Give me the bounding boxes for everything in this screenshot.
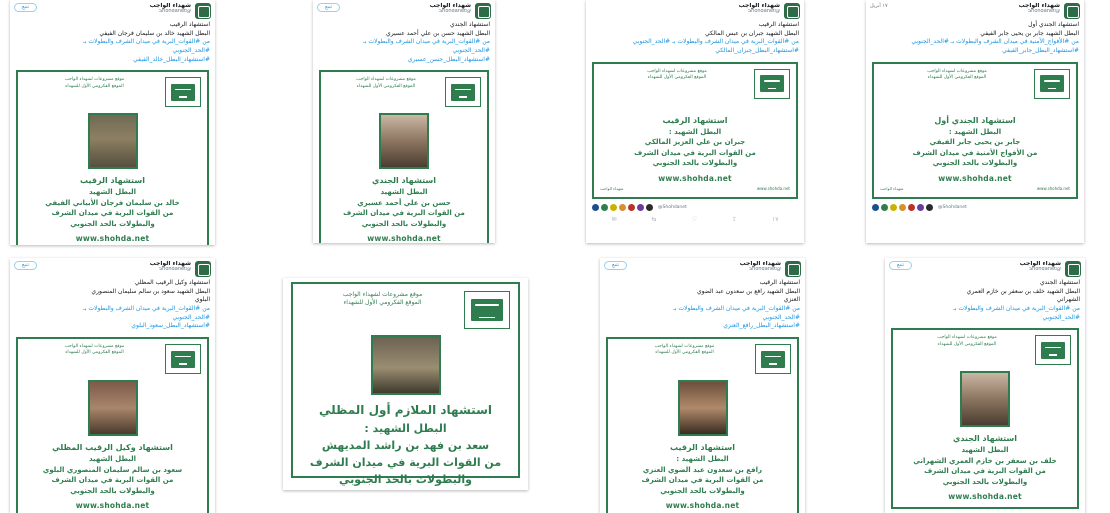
poster-site-sub: الموقع الفكرومي الأول للشهداء <box>343 299 422 307</box>
tweet-text <box>313 20 495 67</box>
avatar[interactable] <box>195 3 211 19</box>
tweet-line[interactable]: من #القوات_البرية في ميدان الشرف والبطولات بـ <box>83 38 210 46</box>
martyr-photo <box>678 380 728 436</box>
tweet-line[interactable]: #استشهاد_البطل_رافع_العنزي <box>723 322 800 330</box>
martyr-photo <box>88 113 138 169</box>
martyr-poster[interactable] <box>16 337 209 513</box>
poster-line: من القوات البرية في ميدان الشرف <box>343 209 465 218</box>
poster-site-sub: الموقع الفكرومي الأول للشهداء <box>65 83 124 89</box>
share-icon[interactable]: ⇪ <box>731 215 737 223</box>
poster-line: البطل الشهيد <box>88 188 137 197</box>
account-handle: @Shohdanet <box>1027 9 1060 15</box>
poster-line: من القوات البرية في ميدان الشرف <box>51 209 174 218</box>
account-handle: @Shohdanet <box>438 9 471 15</box>
account-handle: @Shohdanet <box>748 267 781 273</box>
tweet-header <box>866 0 1084 20</box>
account-name: شهداء الواجب <box>1019 261 1061 267</box>
poster-site-sub: الموقع الفكرومي الأول للشهداء <box>655 350 714 356</box>
tweet-line[interactable]: #الحد_الجنوبي <box>172 313 210 321</box>
account-handle: @Shohdanet <box>658 204 687 210</box>
saudi-flag-icon <box>755 344 791 374</box>
tweet-line[interactable]: #الحد_الجنوبي <box>1042 313 1080 321</box>
grid-cell-4[interactable] <box>866 0 1084 243</box>
tweet-line[interactable]: #استشهاد_البطل_سعود_البلوي <box>131 322 210 330</box>
poster-line: استشهاد الرقيب <box>670 443 735 453</box>
tweet-line: استشهاد الرقيب <box>758 21 799 28</box>
martyr-photo <box>960 371 1010 427</box>
martyr-poster[interactable] <box>16 70 209 245</box>
martyr-photo <box>379 113 429 169</box>
poster-line: استشهاد الجندي <box>372 176 436 186</box>
avatar[interactable] <box>784 3 800 19</box>
account-names <box>916 261 1061 273</box>
account-handle: @Shohdanet <box>938 204 967 210</box>
tweet-line: استشهاد الجندي أول <box>1028 21 1079 28</box>
poster-footer-left: www.shohda.net <box>1036 185 1070 191</box>
poster-header <box>897 334 1073 365</box>
tweet-line: البطل الشهيد جبران بن عبس المالكي <box>705 29 799 37</box>
tweet-line[interactable]: #استشهاد_البطل_خالد_الفيفي <box>133 55 210 63</box>
avatar[interactable] <box>1064 3 1080 19</box>
account-name: شهداء الواجب <box>149 261 191 267</box>
poster-text <box>897 431 1073 487</box>
saudi-flag-icon <box>445 77 481 107</box>
view-count: ١٧ <box>771 215 779 223</box>
tweet-text <box>866 20 1084 59</box>
poster-line: استشهاد الجندي أول <box>934 115 1016 125</box>
tweet-line[interactable]: من #القوات_البرية في ميدان الشرف والبطولات بـ #الحد_الجنوبي <box>632 38 799 46</box>
poster-website[interactable]: www.shohda.net <box>75 501 150 511</box>
poster-website[interactable]: www.shohda.net <box>658 173 732 183</box>
tweet-line[interactable]: من #القوات_البرية في ميدان الشرف والبطولات بـ <box>83 305 210 313</box>
tweet-text <box>10 20 215 67</box>
tweet-text <box>10 278 215 334</box>
poster-line: البطل الشهيد : <box>668 127 722 136</box>
poster-site-name: موقع مشروعات لشهداء الواجب <box>342 291 423 298</box>
tweet-line[interactable]: من #القوات_البرية في ميدان الشرف والبطولات بـ <box>363 38 490 46</box>
tweet-line: الشهراني <box>1056 296 1080 304</box>
poster-line: من القوات البرية في ميدان الشرف <box>51 476 174 485</box>
poster-text <box>598 99 792 169</box>
tweet-line: البطل الشهيد سعود بن سالم سليمان المنصوري <box>91 287 210 295</box>
martyr-photo <box>371 335 441 395</box>
avatar[interactable] <box>195 261 211 277</box>
saudi-flag-icon <box>165 344 201 374</box>
poster-line: البطل الشهيد : <box>948 127 1002 136</box>
tweet-header <box>10 258 215 278</box>
poster-line: استشهاد وكيل الرقيب المظلي <box>52 443 173 453</box>
avatar[interactable] <box>1065 261 1081 277</box>
grid-cell-7[interactable] <box>600 258 805 513</box>
poster-line: سعود بن سالم سليمان المنصوري البلوي <box>42 465 183 474</box>
poster-text <box>22 440 203 496</box>
account-handle: @Shohdanet <box>747 9 780 15</box>
follow-button[interactable]: تتبع <box>604 261 627 270</box>
poster-site-sub: الموقع الفكرومي الأول للشهداء <box>65 350 124 356</box>
account-name: شهداء الواجب <box>739 261 781 267</box>
poster-footer-right: شهداء الواجب <box>880 185 904 191</box>
tweet-header <box>586 0 804 20</box>
poster-line: رافع بن سعدون عبد الضوي العنزي <box>642 465 763 474</box>
saudi-flag-icon <box>165 77 201 107</box>
account-names <box>41 261 191 273</box>
like-icon[interactable]: ♡ <box>691 215 697 223</box>
account-handle: @Shohdanet <box>1028 267 1061 273</box>
tweet-text <box>885 278 1085 325</box>
poster-site-sub: الموقع الفكرومي الأول للشهداء <box>647 75 707 81</box>
saudi-flag-icon <box>754 69 790 99</box>
poster-line: استشهاد الرقيب <box>662 115 728 125</box>
poster-header <box>22 76 203 107</box>
tweet-header <box>313 0 495 20</box>
poster-header <box>598 68 792 99</box>
poster-line: حسن بن علي أحمد عسيري <box>357 198 451 207</box>
tweet-line: البطل الشهيد خلف بن سعفر بن خازم العمري <box>966 287 1080 295</box>
poster-line: من القوات البرية في ميدان الشرف <box>924 467 1046 476</box>
grid-cell-2[interactable] <box>313 0 495 243</box>
poster-text <box>878 99 1072 169</box>
tweet-line[interactable]: #الحد_الجنوبي <box>452 47 490 55</box>
poster-text <box>325 173 483 229</box>
account-names <box>631 261 781 273</box>
account-names <box>892 3 1060 15</box>
tweet-line: استشهاد الجندي <box>449 21 490 28</box>
tweet-line[interactable]: #استشهاد_البطل_حسن_عسيري <box>407 55 490 63</box>
poster-footer-left: www.shohda.net <box>756 185 790 191</box>
tweet-line: البطل الشهيد خالد بن سليمان فرجان الفيفي <box>99 29 210 37</box>
poster-line: جبران بن علي العزيز المالكي <box>644 138 746 147</box>
poster-website[interactable]: www.shohda.net <box>665 501 740 511</box>
tweet-line: استشهاد وكيل الرقيب المظلي <box>134 279 210 286</box>
account-names <box>344 3 471 15</box>
color-swatch-bar <box>872 204 1078 211</box>
account-name: شهداء الواجب <box>1018 3 1060 9</box>
poster-line: خلف بن سعفر بن خازم العمري الشهراني <box>913 456 1057 465</box>
poster-site-name: موقع مشروعات لشهداء الواجب <box>647 68 707 74</box>
poster-line: والبطولات بالحد الجنوبي <box>942 477 1028 486</box>
tweet-text <box>586 20 804 59</box>
martyr-poster[interactable] <box>319 70 489 243</box>
tweet-header <box>600 258 805 278</box>
tweet-line: العنزي <box>783 296 800 304</box>
tweet-header <box>10 0 215 20</box>
account-names <box>590 3 780 15</box>
poster-line: من الأفواج الأمنية في ميدان الشرف <box>912 148 1038 157</box>
tweet-line: البلوي <box>194 296 210 304</box>
follow-button[interactable]: تتبع <box>889 261 912 270</box>
poster-website[interactable]: www.shohda.net <box>938 173 1012 183</box>
tweet-line: البطل الشهيد حسن بن علي أحمد عسيري <box>386 29 490 37</box>
poster-text <box>299 399 512 488</box>
poster-line: خالد بن سليمان فرجان الأبياني الفيفي <box>45 198 180 207</box>
retweet-icon[interactable]: ⇆ <box>651 215 657 223</box>
martyr-poster[interactable] <box>891 328 1079 509</box>
color-swatch-bar <box>592 204 798 211</box>
poster-line: جابر بن يحيى جابر الفيفي <box>929 138 1021 147</box>
poster-header <box>22 343 203 374</box>
tweet-line: استشهاد الرقيب <box>759 279 800 286</box>
poster-site-name: موقع مشروعات لشهداء الواجب <box>937 335 997 341</box>
tweet-text <box>600 278 805 334</box>
grid-cell-6[interactable] <box>283 278 528 490</box>
avatar[interactable] <box>475 3 491 19</box>
tweet-line[interactable]: من #القوات_البرية في ميدان الشرف والبطولات بـ <box>673 305 800 313</box>
poster-site-sub: الموقع الفكرومي الأول للشهداء <box>927 75 987 81</box>
poster-line: سعد بن فهد بن راشد المديهش <box>321 438 490 452</box>
account-handle: @Shohdanet <box>158 9 191 15</box>
grid-cell-3[interactable] <box>586 0 804 243</box>
poster-line: البطل الشهيد <box>88 455 137 464</box>
poster-line: والبطولات بالحد الجنوبي <box>652 159 738 168</box>
poster-line: البطل الشهيد : <box>364 421 447 435</box>
poster-line: والبطولات بالحد الجنوبي <box>361 219 447 228</box>
martyr-photo <box>88 380 138 436</box>
account-handle: @Shohdanet <box>158 267 191 273</box>
saudi-flag-icon <box>464 291 510 329</box>
poster-footer <box>598 183 792 191</box>
grid-cell-1[interactable] <box>10 0 215 245</box>
poster-site-sub: الموقع الفكرومي الأول للشهداء <box>937 341 997 347</box>
tweet-line[interactable]: #الحد_الجنوبي <box>762 313 800 321</box>
follow-button[interactable]: تتبع <box>14 3 37 12</box>
tweet-line[interactable]: #الحد_الجنوبي <box>172 47 210 55</box>
tweet-line[interactable]: #استشهاد_البطل_جابر_الفيفي <box>1002 47 1079 55</box>
account-name: شهداء الواجب <box>429 3 471 9</box>
poster-line: والبطولات بالحد الجنوبي <box>932 159 1018 168</box>
poster-line: استشهاد الرقيب <box>80 176 145 186</box>
tweet-line: استشهاد الرقيب <box>169 21 210 28</box>
poster-line: من القوات البرية في ميدان الشرف <box>634 148 756 157</box>
tweet-line[interactable]: من #الأفواج_الأمنية في ميدان الشرف والبطولات بـ #الحد_الجنوبي <box>911 38 1079 46</box>
martyr-poster[interactable] <box>872 62 1078 199</box>
poster-site-name: موقع مشروعات لشهداء الواجب <box>654 344 715 350</box>
tweet-date: ١٧ أبريل <box>870 3 888 9</box>
grid-cell-5[interactable] <box>10 258 215 513</box>
tweet-line[interactable]: من #القوات_البرية في ميدان الشرف والبطولات بـ <box>953 305 1080 313</box>
tweet-line: البطل الشهيد رافع بن سعدون عبد الضوي <box>696 287 800 295</box>
poster-site-name: موقع مشروعات لشهداء الواجب <box>64 77 125 83</box>
account-name: شهداء الواجب <box>738 3 780 9</box>
tweet-line[interactable]: #استشهاد_البطل_جبران_المالكي <box>715 47 799 55</box>
poster-line: البطل الشهيد <box>961 446 1009 455</box>
poster-footer-right: شهداء الواجب <box>600 185 624 191</box>
tweet-line: استشهاد الجندي <box>1039 279 1080 286</box>
saudi-flag-icon <box>1035 335 1071 365</box>
poster-line: والبطولات بالحد الجنوبي <box>339 472 472 486</box>
poster-site-sub: الموقع الفكرومي الأول للشهداء <box>356 83 416 89</box>
poster-website[interactable]: www.shohda.net <box>948 492 1022 502</box>
follow-button[interactable]: تتبع <box>317 3 340 12</box>
poster-website[interactable]: www.shohda.net <box>367 234 441 243</box>
poster-header <box>878 68 1072 99</box>
poster-text <box>22 173 203 229</box>
tweet-header <box>885 258 1085 278</box>
poster-text <box>612 440 793 496</box>
martyr-poster[interactable] <box>606 337 799 513</box>
follow-button[interactable]: تتبع <box>14 261 37 270</box>
poster-line: والبطولات بالحد الجنوبي <box>70 486 155 495</box>
poster-line: استشهاد الجندي <box>953 434 1017 444</box>
poster-line: البطل الشهيد <box>380 188 428 197</box>
poster-line: البطل الشهيد : <box>676 455 729 464</box>
account-names <box>41 3 191 15</box>
poster-header <box>612 343 793 374</box>
avatar[interactable] <box>785 261 801 277</box>
account-name: شهداء الواجب <box>149 3 191 9</box>
poster-line: من القوات البرية في ميدان الشرف <box>309 455 502 469</box>
saudi-flag-icon <box>1034 69 1070 99</box>
poster-website[interactable]: www.shohda.net <box>75 234 150 244</box>
poster-site-name: موقع مشروعات لشهداء الواجب <box>64 344 125 350</box>
martyr-poster[interactable] <box>592 62 798 199</box>
tweet-line: البطل الشهيد جابر بن يحيى جابر الفيفي <box>980 29 1079 37</box>
poster-header <box>299 290 512 329</box>
grid-cell-8[interactable] <box>885 258 1085 513</box>
poster-line: والبطولات بالحد الجنوبي <box>660 486 745 495</box>
martyr-poster[interactable] <box>291 282 520 486</box>
poster-line: استشهاد الملازم أول المظلي <box>319 403 492 417</box>
poster-line: من القوات البرية في ميدان الشرف <box>641 476 764 485</box>
poster-site-name: موقع مشروعات لشهداء الواجب <box>356 77 416 83</box>
reply-icon[interactable]: ✉ <box>611 215 617 223</box>
poster-site-name: موقع مشروعات لشهداء الواجب <box>927 68 987 74</box>
poster-footer <box>878 183 1072 191</box>
poster-line: والبطولات بالحد الجنوبي <box>70 219 155 228</box>
tweet-actions[interactable] <box>586 214 804 226</box>
poster-header <box>325 76 483 107</box>
